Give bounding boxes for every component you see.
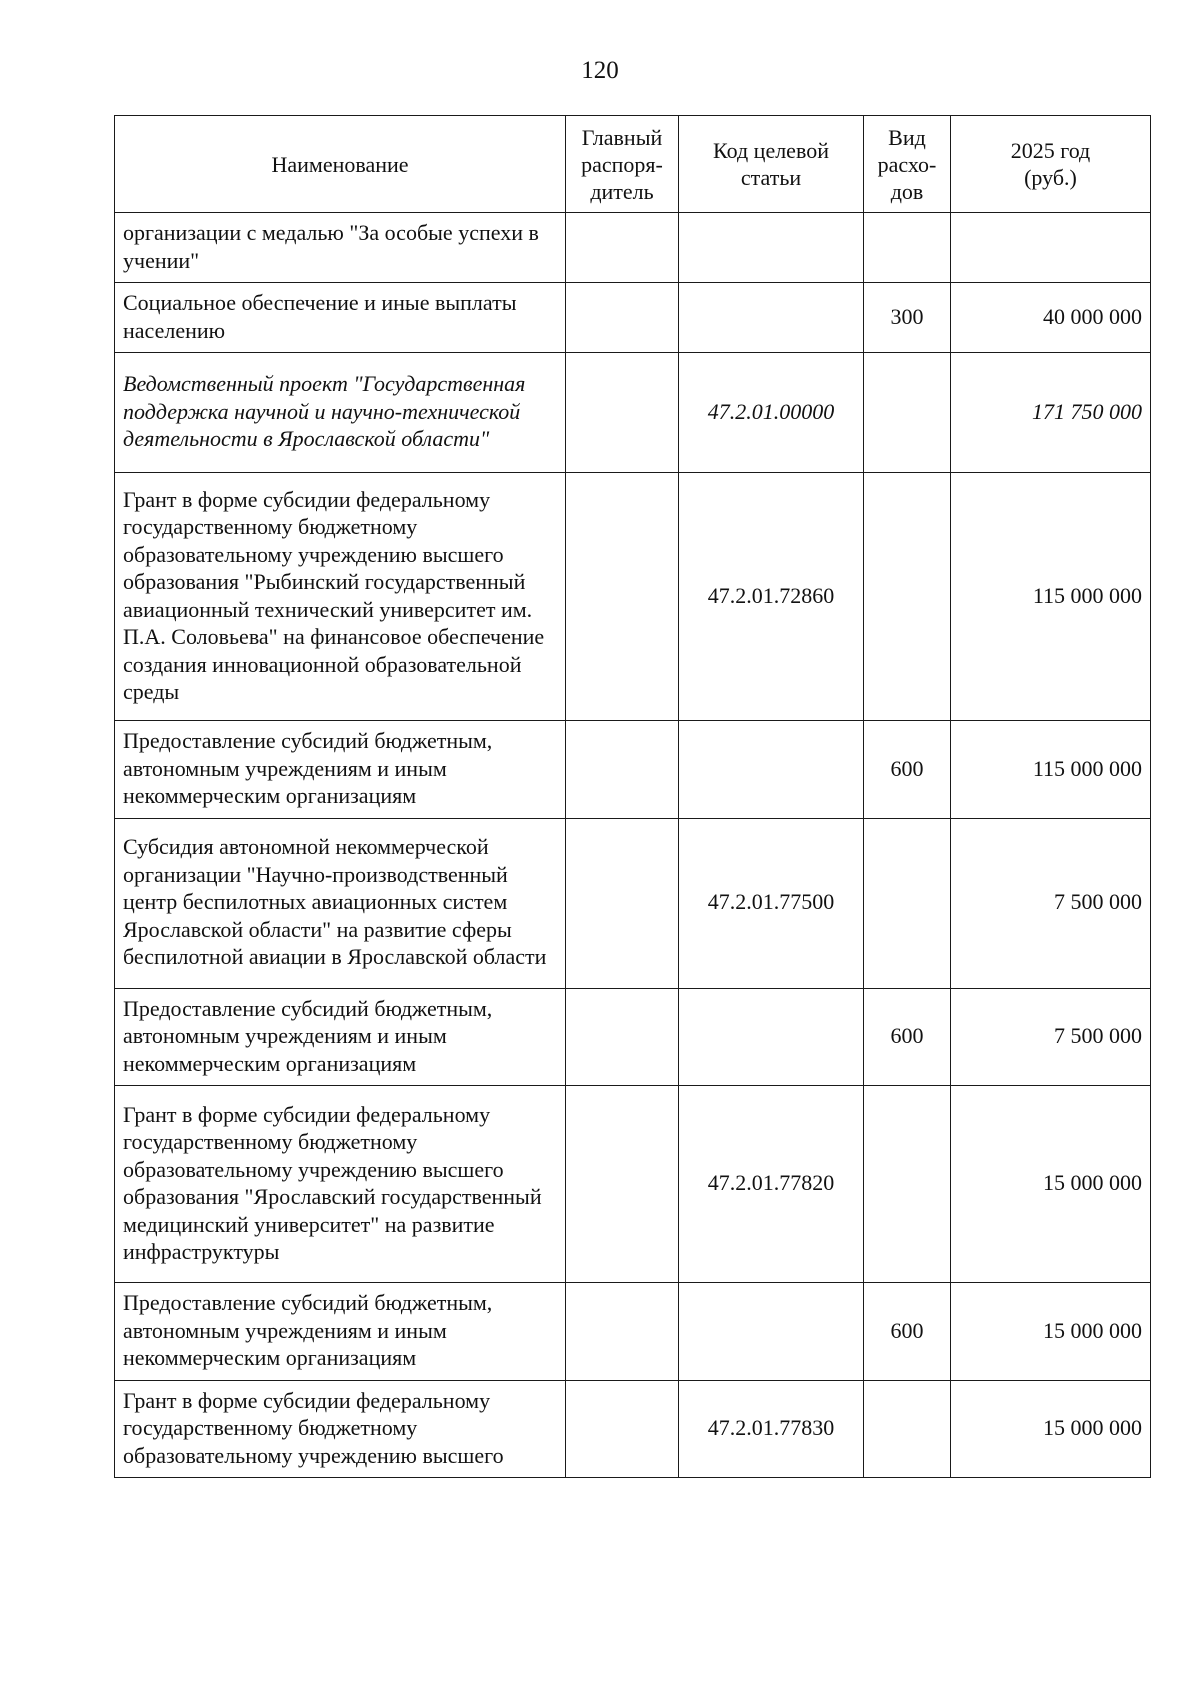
table-row bbox=[115, 473, 1151, 721]
cell-name: Предоставление субсидий бюджетным, автономным учреждениям и иным некоммерческим организациям bbox=[115, 1283, 566, 1381]
cell-name: Ведомственный проект "Государственная поддержка научной и научно-технической деятельности в Ярославской области" bbox=[115, 353, 566, 473]
cell-target-code: 47.2.01.77830 bbox=[679, 1380, 864, 1478]
table-row bbox=[115, 1380, 1151, 1478]
cell-target-code: 47.2.01.00000 bbox=[679, 353, 864, 473]
cell-main-manager bbox=[566, 353, 679, 473]
header-name: Наименование bbox=[115, 116, 566, 213]
header-main-manager: Главный распоря- дитель bbox=[566, 116, 679, 213]
cell-amount: 7 500 000 bbox=[951, 988, 1151, 1086]
cell-name: Предоставление субсидий бюджетным, автономным учреждениям и иным некоммерческим организациям bbox=[115, 988, 566, 1086]
cell-amount: 15 000 000 bbox=[951, 1380, 1151, 1478]
cell-main-manager bbox=[566, 283, 679, 353]
cell-amount: 15 000 000 bbox=[951, 1283, 1151, 1381]
cell-name: Грант в форме субсидии федеральному государственному бюджетному образовательному учреждению высшего bbox=[115, 1380, 566, 1478]
cell-expense-type bbox=[864, 353, 951, 473]
cell-target-code bbox=[679, 721, 864, 819]
cell-target-code: 47.2.01.77500 bbox=[679, 818, 864, 988]
cell-main-manager bbox=[566, 818, 679, 988]
header-target-code: Код целевой статьи bbox=[679, 116, 864, 213]
cell-amount bbox=[951, 213, 1151, 283]
table-row bbox=[115, 353, 1151, 473]
cell-target-code bbox=[679, 988, 864, 1086]
cell-name: организации с медалью "За особые успехи в учении" bbox=[115, 213, 566, 283]
cell-expense-type bbox=[864, 473, 951, 721]
table-row bbox=[115, 1086, 1151, 1283]
table-body bbox=[115, 213, 1151, 1478]
cell-expense-type: 600 bbox=[864, 721, 951, 819]
cell-amount: 115 000 000 bbox=[951, 473, 1151, 721]
cell-main-manager bbox=[566, 988, 679, 1086]
cell-target-code bbox=[679, 1283, 864, 1381]
cell-main-manager bbox=[566, 473, 679, 721]
cell-expense-type bbox=[864, 818, 951, 988]
table-row bbox=[115, 818, 1151, 988]
cell-main-manager bbox=[566, 1086, 679, 1283]
cell-main-manager bbox=[566, 213, 679, 283]
header-expense-type: Вид расхо- дов bbox=[864, 116, 951, 213]
cell-amount: 7 500 000 bbox=[951, 818, 1151, 988]
cell-name: Грант в форме субсидии федеральному государственному бюджетному образовательному учреждению высшего образования "Ярославский государственный медицинский университет" на развитие инфраструктуры bbox=[115, 1086, 566, 1283]
cell-expense-type: 600 bbox=[864, 988, 951, 1086]
cell-target-code: 47.2.01.77820 bbox=[679, 1086, 864, 1283]
table-row bbox=[115, 721, 1151, 819]
cell-main-manager bbox=[566, 721, 679, 819]
table-header bbox=[115, 116, 1151, 213]
table-row bbox=[115, 1283, 1151, 1381]
header-amount-2025: 2025 год (руб.) bbox=[951, 116, 1151, 213]
table-row bbox=[115, 283, 1151, 353]
table-row bbox=[115, 988, 1151, 1086]
cell-expense-type bbox=[864, 213, 951, 283]
cell-amount: 40 000 000 bbox=[951, 283, 1151, 353]
cell-name: Субсидия автономной некоммерческой организации "Научно-производственный центр беспилотных авиационных систем Ярославской области" на развитие сферы беспилотной авиации в Ярославской области bbox=[115, 818, 566, 988]
cell-amount: 115 000 000 bbox=[951, 721, 1151, 819]
cell-main-manager bbox=[566, 1380, 679, 1478]
cell-amount: 171 750 000 bbox=[951, 353, 1151, 473]
budget-table bbox=[114, 115, 1151, 1478]
cell-target-code: 47.2.01.72860 bbox=[679, 473, 864, 721]
cell-name: Социальное обеспечение и иные выплаты населению bbox=[115, 283, 566, 353]
cell-amount: 15 000 000 bbox=[951, 1086, 1151, 1283]
cell-name: Предоставление субсидий бюджетным, автономным учреждениям и иным некоммерческим организациям bbox=[115, 721, 566, 819]
cell-expense-type: 300 bbox=[864, 283, 951, 353]
cell-expense-type bbox=[864, 1086, 951, 1283]
page-number: 120 bbox=[581, 57, 619, 84]
cell-expense-type: 600 bbox=[864, 1283, 951, 1381]
cell-name: Грант в форме субсидии федеральному государственному бюджетному образовательному учреждению высшего образования "Рыбинский государственный авиационный технический университет им. П.А. Соловьева" на финансовое обеспечение создания инновационной образовательной среды bbox=[115, 473, 566, 721]
header-row bbox=[115, 116, 1151, 213]
cell-expense-type bbox=[864, 1380, 951, 1478]
cell-main-manager bbox=[566, 1283, 679, 1381]
cell-target-code bbox=[679, 213, 864, 283]
table-row bbox=[115, 213, 1151, 283]
cell-target-code bbox=[679, 283, 864, 353]
